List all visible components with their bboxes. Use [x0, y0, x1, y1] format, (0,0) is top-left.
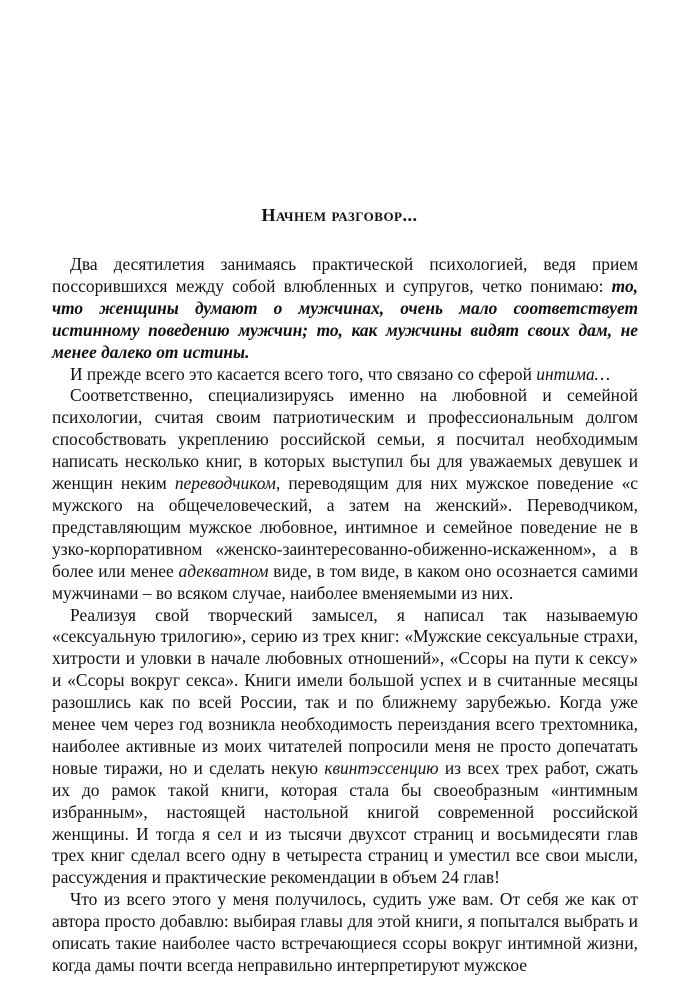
paragraph-3-part-1: Соответственно, специализируясь именно на любовной и семейной психологии, считая своим патриотическим и профессиональным долгом способствовать укреплению российской семьи, я посчитал необходимым написать несколько книг, в которых выступил бы для уважаемых девушек и женщин неким [52, 385, 638, 494]
paragraph-5-part-1: Что из всего этого у меня получилось, судить уже вам. От себя же как от автора просто добавлю: выбирая главы для этой книги, я попытался выбрать и описать такие наиболее часто встречающиеся ссоры вокруг интимной жизни, когда дамы почти всегда неправильно интерпретируют мужское [52, 889, 638, 975]
paragraph-1 [52, 254, 638, 364]
paragraph-4-part-2: из всех трех работ, сжать их до рамок такой книги, которая стала бы своеобразным «интимным избранным», настоящей настольной книгой современной российской женщины. И тогда я сел и из тысячи двухсот страниц и восьмидесяти глав трех книг сделал всего одну в четыреста страниц и уместил все свои мысли, рассуждения и практические рекомендации в объем 24 глав! [52, 757, 639, 888]
paragraph-1-emphasis: то, что женщины думают о мужчинах, очень мало соответствует истинному поведению мужчин; то, как мужчины видят своих дам, не менее далеко от истины. [52, 275, 638, 362]
paragraph-4-part-1: Реализуя свой творческий замысел, я написал так называемую «сексуальную трилогию», серию из трех книг: «Мужские сексуальные страхи, хитрости и уловки в начале любовных отношений», «Ссоры на пути к сексу» и «Ссоры вокруг секса». Книги имели большой успех и в считанные месяцы разошлись как по всей России, так и по ближнему зарубежью. Когда уже менее чем через год возникла необходимость переиздания всего трехтомника, наиболее активные из моих читателей попросили меня не просто допечатать новые тиражи, но и сделать некую [52, 604, 638, 778]
paragraph-2 [52, 364, 638, 386]
paragraph-3-part-3: виде, в том виде, в каком оно осознается самими мужчинами – во всяком случае, наиболее вменяемыми из них. [52, 560, 639, 603]
paragraph-4 [52, 605, 638, 890]
paragraph-3 [52, 385, 638, 604]
paragraph-2-italic: интима… [536, 363, 611, 384]
paragraph-4-italic: квинтэссенцию [324, 757, 439, 778]
paragraph-3-italic-2: адекватном [178, 560, 269, 581]
paragraph-3-part-2: , переводящим для них мужское поведение «с мужского на общечеловеческий, а затем на женский». Переводчиком, представляющим мужское любовное, интимное и семейное поведение не в узко-корпоративном «женско-заинтересованно-обиженно-искаженном», а в более или менее [52, 473, 638, 581]
paragraph-3-italic-1: переводчиком [174, 473, 276, 494]
paragraph-2-part-1: И прежде всего это касается всего того, что связано со сферой [70, 363, 537, 384]
paragraph-1-part-1: Два десятилетия занимаясь практической психологией, ведя прием поссорившихся между собой влюбленных и супругов, четко понимаю: [52, 254, 638, 296]
body-text [52, 254, 638, 977]
paragraph-5 [52, 889, 638, 977]
chapter-heading: Начнем разговор... [261, 205, 418, 225]
